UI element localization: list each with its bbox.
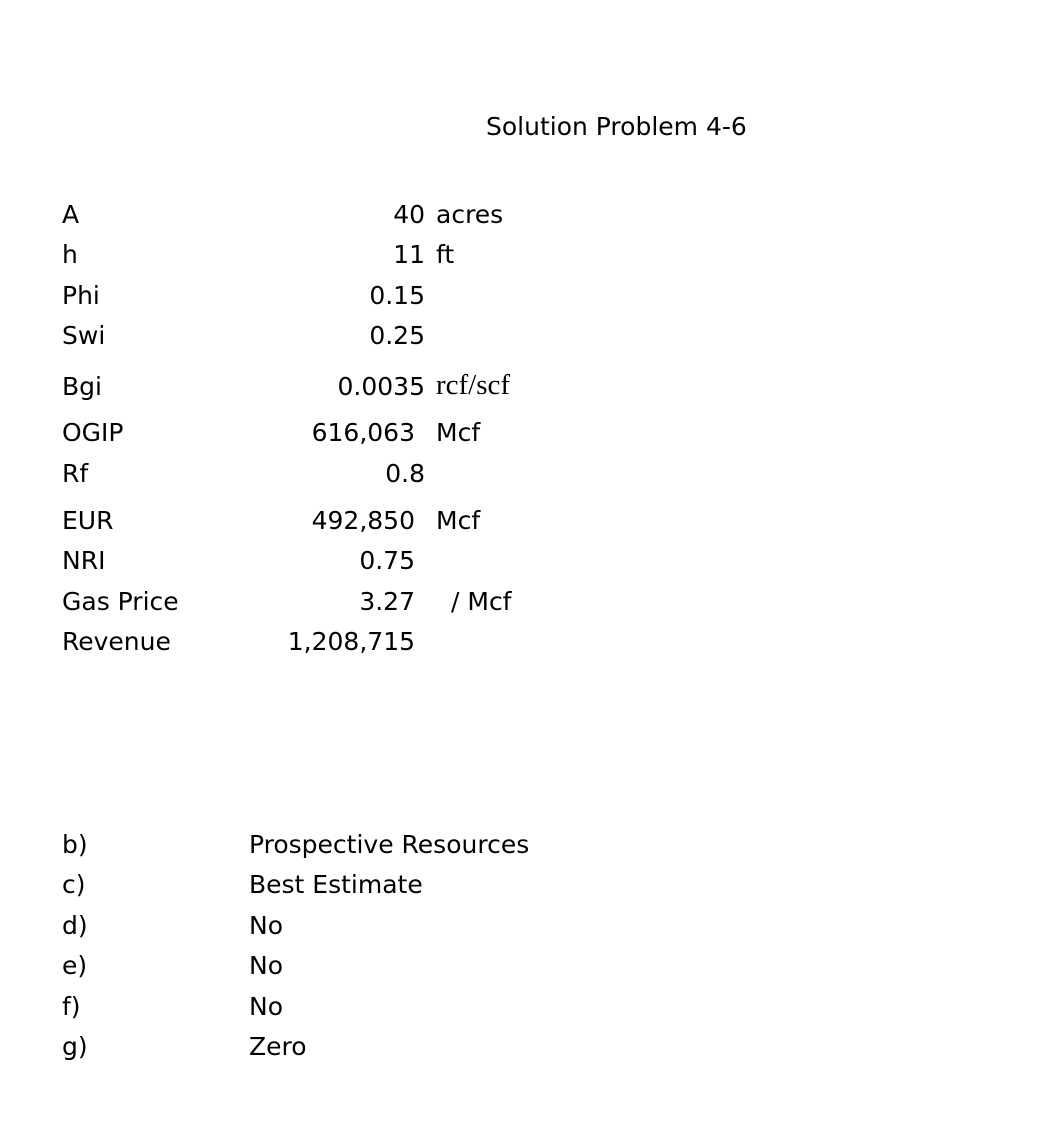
param-unit: Mcf [436, 506, 481, 535]
param-value: 0.15 [369, 281, 425, 310]
param-row-area [0, 200, 1038, 240]
param-row-revenue [0, 627, 1038, 667]
answer-text: Best Estimate [249, 870, 423, 899]
param-label: OGIP [62, 418, 124, 447]
param-label: A [62, 200, 80, 229]
param-row-porosity [0, 281, 1038, 321]
param-label: Revenue [62, 627, 171, 656]
page-title: Solution Problem 4-6 [486, 112, 747, 141]
answer-row-d [0, 911, 1038, 951]
param-row-eur [0, 506, 1038, 546]
answer-row-g [0, 1032, 1038, 1072]
param-row-nri [0, 546, 1038, 586]
param-unit: ft [436, 240, 455, 269]
param-label: Gas Price [62, 587, 179, 616]
answer-row-c [0, 870, 1038, 910]
answer-letter: e) [62, 951, 88, 980]
answer-text: No [249, 992, 283, 1021]
answer-letter: b) [62, 830, 88, 859]
param-value: 0.0035 [337, 372, 425, 401]
param-label: Swi [62, 321, 106, 350]
answer-row-e [0, 951, 1038, 991]
answer-row-b [0, 830, 1038, 870]
param-unit: Mcf [436, 418, 481, 447]
answer-text: No [249, 951, 283, 980]
param-value: 616,063 [311, 418, 415, 447]
param-label: Phi [62, 281, 100, 310]
param-value: 0.75 [359, 546, 415, 575]
answer-text: Prospective Resources [249, 830, 530, 859]
param-unit: rcf/scf [436, 369, 511, 401]
param-row-bgi [0, 369, 1038, 412]
param-value: 492,850 [311, 506, 415, 535]
param-row-gas-price [0, 587, 1038, 627]
param-label: Rf [62, 459, 89, 488]
answer-letter: g) [62, 1032, 88, 1061]
param-value: 40 [393, 200, 425, 229]
param-label: Bgi [62, 372, 102, 401]
param-unit: acres [436, 200, 504, 229]
answer-letter: d) [62, 911, 88, 940]
answer-letter: c) [62, 870, 86, 899]
param-value: 1,208,715 [287, 627, 415, 656]
param-value: 0.25 [369, 321, 425, 350]
param-label: NRI [62, 546, 106, 575]
param-value: 3.27 [359, 587, 415, 616]
param-label: EUR [62, 506, 114, 535]
answer-row-f [0, 992, 1038, 1032]
answer-letter: f) [62, 992, 81, 1021]
param-label: h [62, 240, 78, 269]
answer-text: No [249, 911, 283, 940]
answer-text: Zero [249, 1032, 307, 1061]
param-value: 0.8 [385, 459, 425, 488]
param-row-thickness [0, 240, 1038, 280]
param-value: 11 [393, 240, 425, 269]
param-row-water-saturation [0, 321, 1038, 361]
param-row-recovery-factor [0, 459, 1038, 499]
param-row-ogip [0, 418, 1038, 458]
param-unit: / Mcf [451, 587, 512, 616]
